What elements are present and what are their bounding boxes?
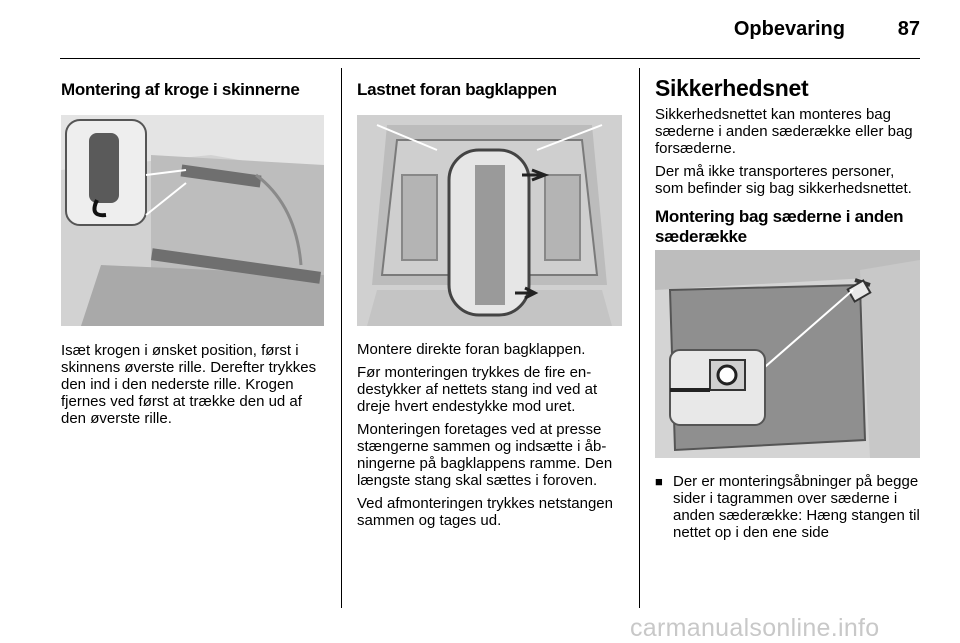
subheading-second-row bbox=[655, 207, 921, 247]
column-hooks bbox=[61, 68, 324, 433]
paragraph: Der må ikke transporteres personer, som befinder sig bag sikkerhedsnettet. bbox=[655, 163, 912, 197]
paragraph: Montere direkte foran bagklappen. bbox=[357, 341, 586, 358]
section-heading-load-net: Lastnet foran bagklappen bbox=[357, 80, 557, 99]
column-divider bbox=[341, 68, 342, 608]
figure-safety-net-mount bbox=[655, 250, 920, 458]
section-heading-hooks: Montering af kroge i skinnerne bbox=[61, 80, 300, 99]
column-divider bbox=[639, 68, 640, 608]
bullet-list bbox=[655, 473, 921, 541]
paragraph: Før monteringen trykkes de fire endestykker af nettets stang ind ved at dreje hvert endestykke mod uret. bbox=[357, 364, 598, 415]
paragraph: Ved afmonteringen trykkes netstangen sammen og tages ud. bbox=[357, 495, 613, 529]
column-safety-net bbox=[655, 68, 921, 541]
paragraph: Isæt krogen i ønsket position, først i skinnens øverste rille. Derefter trykkes den ind i den nederste rille. Krogen fjernes ved først at trække den ud af den øverste rille. bbox=[61, 342, 317, 427]
paragraph: Sikkerhedsnettet kan monteres bag sæderne i anden sæderække eller bag forsæderne. bbox=[655, 106, 913, 157]
bullet-mark: ■ bbox=[655, 474, 663, 489]
watermark: carmanualsonline.info bbox=[630, 614, 880, 642]
header-rule bbox=[60, 58, 920, 59]
page-number: 87 bbox=[897, 18, 920, 40]
subheading-line: sæderække bbox=[655, 227, 747, 246]
section-title-safety-net: Sikkerhedsnet bbox=[655, 75, 809, 101]
subheading-line: Montering bag sæderne i anden bbox=[655, 207, 904, 226]
list-item bbox=[655, 473, 921, 541]
list-item-text: Der er monteringsåbninger på begge sider i tagrammen over sæderne i anden sæderække: Hæng stangen til nettet op i den ene side bbox=[673, 473, 920, 541]
paragraph: Monteringen foretages ved at presse stængerne sammen og indsætte i åbningerne på bagklappens ramme. Den længste stang skal sættes i foroven. bbox=[357, 421, 613, 489]
column-load-net bbox=[357, 68, 622, 535]
figure-hooks-rails bbox=[61, 115, 324, 326]
figure-tailgate-net bbox=[357, 115, 622, 326]
running-header-title: Opbevaring bbox=[733, 18, 845, 40]
